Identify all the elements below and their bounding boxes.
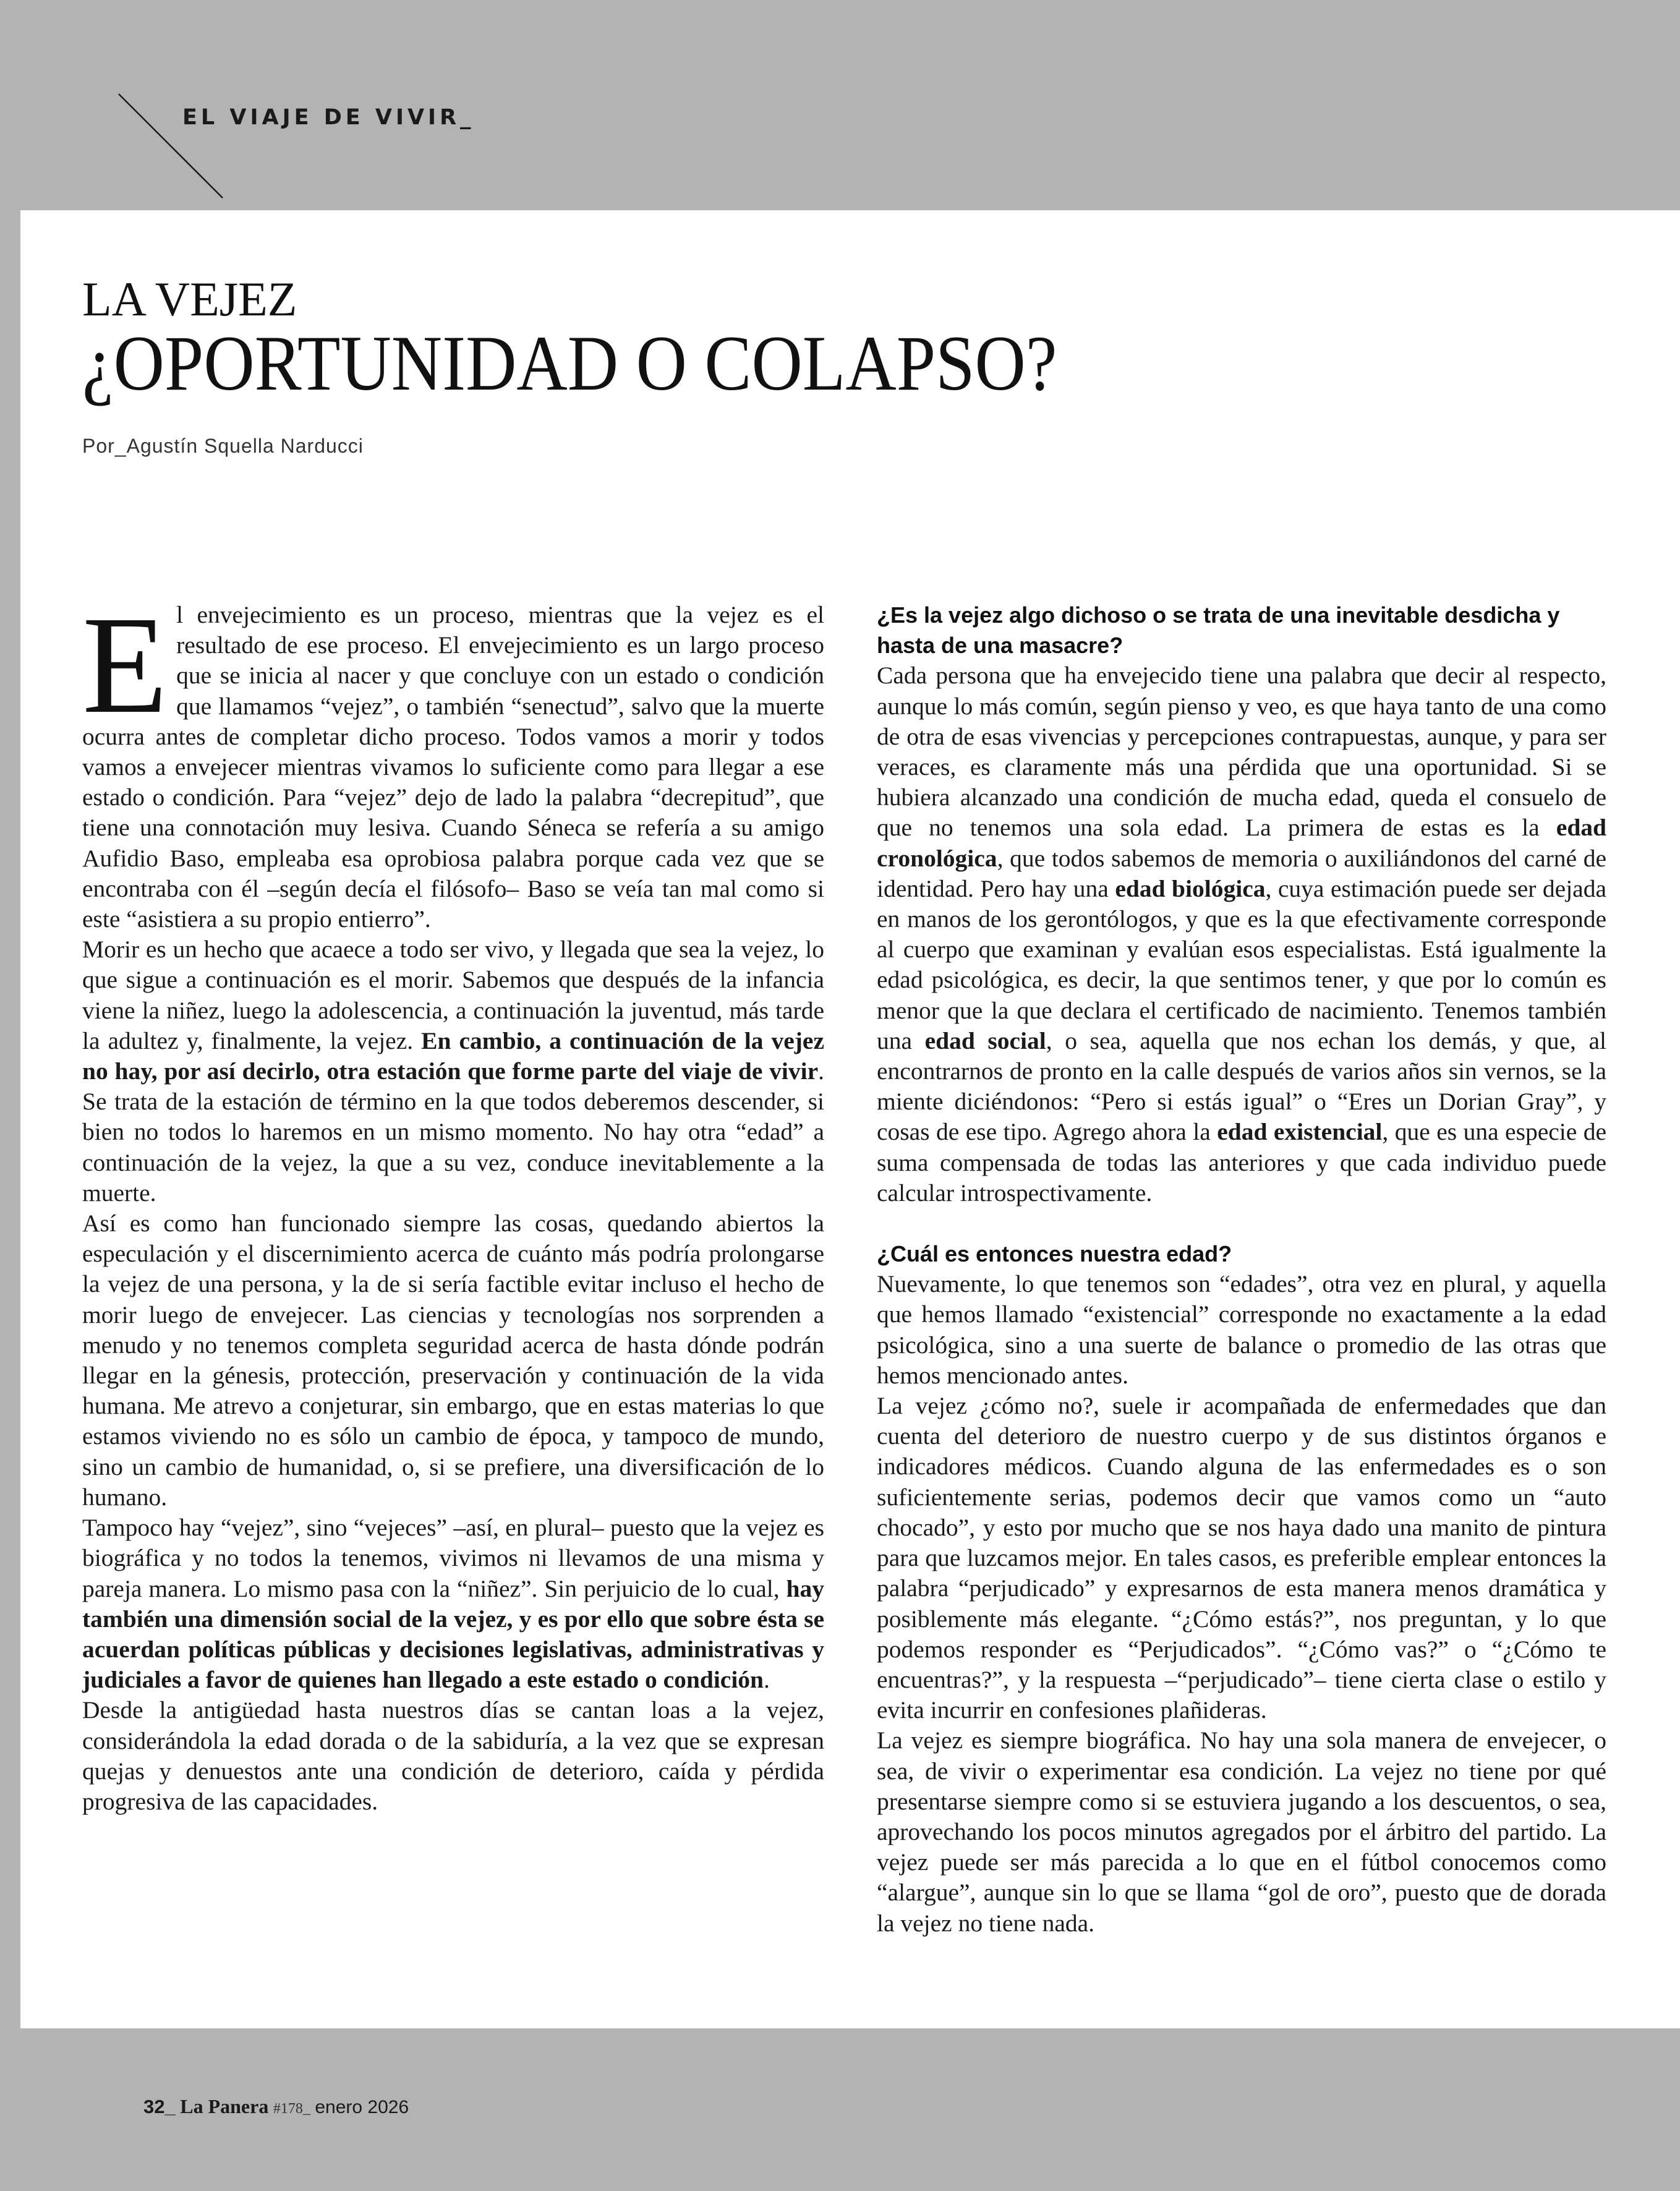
bold-emphasis: hay también una dimensión social de la vejez, y es por ello que sobre ésta se acuerdan políticas públicas y decisiones legislativas, administrativas y judiciales a favor de quienes han llegado a este estado o condición <box>82 1574 824 1694</box>
bold-term: edad existencial <box>1217 1118 1383 1146</box>
bold-term: edad biológica <box>1115 874 1266 902</box>
paragraph: Desde la antigüedad hasta nuestros días se cantan loas a la vejez, considerándola la edad dorada o de la sabiduría, a la vez que se expresan quejas y denuestos ante una condición de deterioro, caída y pérdida progresiva de las capacidades. <box>82 1696 824 1815</box>
article-column-right <box>877 600 1606 1939</box>
issue-number: #178_ <box>273 2101 310 2117</box>
bold-emphasis: En cambio, a continuación de la vejez no hay, por así decirlo, otra estación que forme parte del viaje de vivir <box>82 1027 824 1085</box>
article-column-left <box>82 587 824 1817</box>
article-byline: Por_Agustín Squella Narducci <box>82 435 364 457</box>
paragraph-gap <box>877 1208 1606 1239</box>
subheading: ¿Es la vejez algo dichoso o se trata de una inevitable desdicha y hasta de una masacre? <box>877 602 1560 659</box>
section-label: EL VIAJE DE VIVIR_ <box>182 105 475 130</box>
paragraph: Cada persona que ha envejecido tiene una palabra que decir al respecto, aunque lo más común, según pienso y veo, es que haya tanto de una como de otra de esas vivencias y percepciones contrapuestas, aunque, y para ser veraces, es claramente más una pérdida que una oportunidad. Si se hubiera alcanzado una condición de mucha edad, queda el consuelo de que no tenemos una sola edad. La primera de estas es la edad cronológica, que todos sabemos de memoria o auxiliándonos del carné de identidad. Pero hay una edad biológica, cuya estimación puede ser dejada en manos de los gerontólogos, y que es la que efectivamente corresponde al cuerpo que examinan y evalúan esos especialistas. Está igualmente la edad psicológica, es decir, la que sentimos tener, y que por lo común es menor que la que declara el certificado de nacimiento. Tenemos también una edad social, o sea, aquella que nos echan los demás, y que, al encontrarnos de pronto en la calle después de varios años sin vernos, se la miente diciéndonos: “Pero si estás igual” o “Eres un Dorian Gray”, y cosas de ese tipo. Agrego ahora la edad existencial, que es una especie de suma compensada de todas las anteriores y que cada individuo puede calcular introspectivamente. <box>877 662 1607 1207</box>
paragraph: Tampoco hay “vejez”, sino “vejeces” –así, en plural– puesto que la vejez es biográfica y no todos la tenemos, vivimos ni llevamos de una misma y pareja manera. Lo mismo pasa con la “niñez”. Sin perjuicio de lo cual, hay también una dimensión social de la vejez, y es por ello que sobre ésta se acuerdan políticas públicas y decisiones legislativas, administrativas y judiciales a favor de quienes han llegado a este estado o condición. <box>82 1514 824 1694</box>
magazine-name: La Panera <box>180 2095 269 2117</box>
paragraph: La vejez es siempre biográfica. No hay una sola manera de envejecer, o sea, de vivir o experimentar esa condición. La vejez no tiene por qué presentarse siempre como si se estuviera jugando a los descuentos, o sea, aprovechando los pocos minutos agregados por el árbitro del partido. La vejez puede ser más parecida a lo que en el fútbol conocemos como “alargue”, aunque sin lo que se llama “gol de oro”, puesto que de dorada la vejez no tiene nada. <box>877 1727 1606 1937</box>
page-number: 32_ <box>143 2096 176 2117</box>
paragraph: Así es como han funcionado siempre las cosas, quedando abiertos la especulación y el discernimiento acerca de cuánto más podría prolongarse la vejez de una persona, y la de si sería factible evitar incluso el hecho de morir luego de envejecer. Las ciencias y tecnologías nos sorprenden a menudo y no tenemos completa seguridad acerca de hasta dónde podrán llegar en la génesis, protección, preservación y continuación de la vida humana. Me atrevo a conjeturar, sin embargo, que en estas materias lo que estamos viviendo no es sólo un cambio de época, y tampoco de mundo, sino un cambio de humanidad, o, si se prefiere, una diversificación de lo humano. <box>82 1210 824 1511</box>
subheading: ¿Cuál es entonces nuestra edad? <box>877 1241 1232 1267</box>
paragraph: Morir es un hecho que acaece a todo ser vivo, y llegada que sea la vejez, lo que sigue a continuación es el morir. Sabemos que después de la infancia viene la niñez, luego la adolescencia, a continuación la juventud, más tarde la adultez y, finalmente, la vejez. En cambio, a continuación de la vejez no hay, por así decirlo, otra estación que forme parte del viaje de vivir. Se trata de la estación de término en la que todos deberemos descender, si bien no todos lo haremos en un mismo momento. No hay otra “edad” a continuación de la vejez, la que a su vez, conduce inevitablemente a la muerte. <box>82 936 824 1207</box>
bold-term: edad cronológica <box>877 814 1606 872</box>
paragraph: Nuevamente, lo que tenemos son “edades”, otra vez en plural, y aquella que hemos llamado “existencial” corresponde no exactamente a la edad psicológica, sino a una suerte de balance o promedio de las otras que hemos mencionado antes. <box>877 1270 1606 1389</box>
paragraph: La vejez ¿cómo no?, suele ir acompañada de enfermedades que dan cuenta del deterioro de nuestro cuerpo y de sus distintos órganos e indicadores médicos. Cuando alguna de las enfermedades es o son suficientemente serias, podemos decir que vamos como un “auto chocado”, y esto por mucho que se nos haya dado una manito de pintura para que luzcamos mejor. En tales casos, es preferible emplear entonces la palabra “perjudicado” y expresarnos de esta manera menos dramática y posiblemente más elegante. “¿Cómo estás?”, nos preguntan, y lo que podemos responder es “Perjudicados”. “¿Cómo vas?” o “¿Cómo te encuentras?”, y la respuesta –“perjudicado”– tiene cierta clase o estilo y evita incurrir en confesiones plañideras. <box>877 1392 1606 1724</box>
article-kicker: LA VEJEZ <box>82 272 297 326</box>
issue-date: enero 2026 <box>315 2097 409 2117</box>
paragraph: El envejecimiento es un proceso, mientras que la vejez es el resultado de ese proceso. El envejecimiento es un largo proceso que se inicia al nacer y que concluye con un estado o condición que llamamos “vejez”, o también “senectud”, salvo que la muerte ocurra antes de completar dicho proceso. Todos vamos a morir y todos vamos a envejecer mientras vivamos lo suficiente como para llegar a ese estado o condición. Para “vejez” dejo de lado la palabra “decrepitud”, que tiene una connotación muy lesiva. Cuando Séneca se refería a su amigo Aufidio Baso, empleaba esa oprobiosa palabra porque cada vez que se encontraba con él –según decía el filósofo– Baso se veía tan mal como si este “asistiera a su propio entierro”. <box>82 587 824 933</box>
article-title: ¿OPORTUNIDAD O COLAPSO? <box>82 318 1057 407</box>
bold-term: edad social <box>924 1027 1046 1054</box>
drop-cap: E <box>82 587 168 742</box>
page-footer <box>143 2095 409 2118</box>
